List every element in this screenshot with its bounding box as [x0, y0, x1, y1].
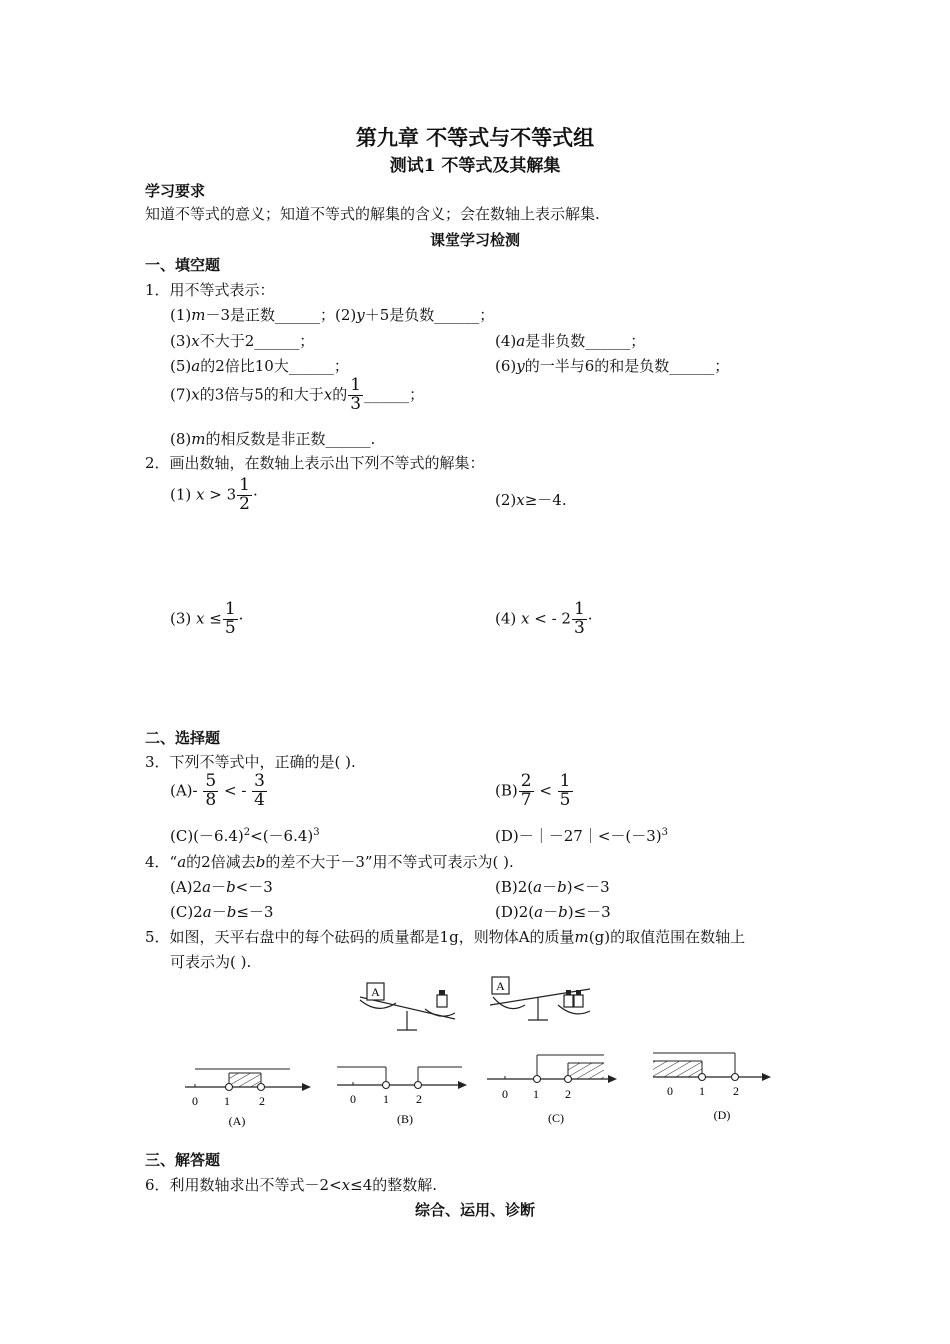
q5-stem-line2: 可表示为( ).: [170, 953, 252, 971]
classroom-heading: 课堂学习检测: [429, 231, 520, 249]
number-line-a: [185, 1069, 311, 1128]
q2-item-4: (4) x < - 2 $\frac{1}{3}$ ·: [495, 599, 593, 638]
tick-label: 1: [383, 1092, 389, 1106]
number-line-d: [653, 1053, 771, 1122]
object-a-label: A: [371, 985, 380, 999]
tick-label: 1: [224, 1094, 230, 1108]
axis-label: (A): [228, 1114, 246, 1128]
tick-label: 0: [502, 1087, 508, 1101]
q1-stem: 1．用不等式表示：: [145, 281, 275, 299]
tick-label: 2: [565, 1087, 571, 1101]
q2-item-2: (2)x≥－4.: [495, 491, 567, 509]
q4-stem: 4．“a的2倍减去b的差不大于－3”用不等式可表示为( ).: [145, 853, 514, 871]
weight-1g: [437, 995, 447, 1007]
object-a-label-2: A: [496, 979, 505, 993]
q2-stem: 2．画出数轴，在数轴上表示出下列不等式的解集：: [145, 454, 485, 472]
q4-option-b: (B)2(a－b)<－3: [495, 878, 610, 896]
q1-item-5: (5)a的2倍比10大______；: [170, 357, 349, 375]
axis-label: (C): [548, 1111, 564, 1125]
number-line-b: [337, 1067, 467, 1126]
q1-item-3: (3)x不大于2______；: [170, 332, 315, 350]
q5-figure: [0, 975, 950, 1135]
q4-option-d: (D)2(a－b)≤－3: [495, 903, 611, 921]
test-title: 测试1 不等式及其解集: [389, 156, 561, 176]
requirements-heading: 学习要求: [145, 182, 206, 200]
q3-option-a: (A)- $\frac{5}{8}$ < - $\frac{3}{4}$: [170, 771, 265, 810]
tick-label: 1: [699, 1084, 705, 1098]
q4-option-a: (A)2a－b<－3: [170, 878, 273, 896]
q3-option-c: $(C)(-6.4)^2<(-6.4)^3$: [170, 827, 320, 845]
tick-label: 1: [533, 1087, 539, 1101]
q2-item-3: (3) x ≤ $\frac{1}{5}$ ·: [170, 599, 244, 638]
tick-label: 2: [733, 1084, 739, 1098]
footer-heading: 综合、运用、诊断: [414, 1201, 535, 1219]
section1-heading: 一、填空题: [145, 256, 221, 274]
q6-text: 6．利用数轴求出不等式－2<x≤4的整数解.: [145, 1176, 438, 1194]
q3-option-b: (B) $\frac{2}{7}$ < $\frac{1}{5}$: [495, 771, 571, 810]
q4-option-c: (C)2a－b≤－3: [170, 903, 274, 921]
requirements-text: 知道不等式的意义；知道不等式的解集的含义；会在数轴上表示解集.: [145, 205, 600, 223]
balance-right: [490, 977, 590, 1020]
q1-item-6: (6)y的一半与6的和是负数______；: [495, 357, 730, 375]
axis-label: (D): [713, 1108, 731, 1122]
q3-stem: 3．下列不等式中，正确的是( ).: [145, 753, 356, 771]
section3-heading: 三、解答题: [145, 1151, 221, 1169]
tick-label: 0: [192, 1094, 198, 1108]
q1-item-4: (4)a是非负数______；: [495, 332, 646, 350]
tick-label: 2: [416, 1092, 422, 1106]
tick-label: 2: [259, 1094, 265, 1108]
q5-stem-line1: 5．如图，天平右盘中的每个砝码的质量都是1g，则物体A的质量m(g)的取值范围在数轴上: [145, 928, 746, 946]
weight-1g-b: [574, 995, 583, 1007]
axis-label: (B): [397, 1112, 413, 1126]
q1-item-1-2: (1)m－3是正数______；(2)y＋5是负数______；: [170, 306, 495, 324]
q1-item-7: (7)x的3倍与5的和大于x的 $\frac{1}{3}$ ______；: [170, 375, 425, 414]
weight-1g-a: [564, 995, 573, 1007]
number-line-c: [487, 1055, 617, 1125]
chapter-title: 第九章 不等式与不等式组: [355, 125, 595, 150]
q2-item-1: (1) x > 3 $\frac{1}{2}$ ·: [170, 475, 258, 514]
q3-option-d: $(D)-|-27|<-(-3)^3$: [495, 827, 669, 845]
tick-label: 0: [667, 1084, 673, 1098]
q1-item-8: (8)m的相反数是非正数______.: [170, 430, 376, 448]
balance-left: [360, 983, 455, 1030]
section2-heading: 二、选择题: [145, 729, 221, 747]
tick-label: 0: [350, 1092, 356, 1106]
